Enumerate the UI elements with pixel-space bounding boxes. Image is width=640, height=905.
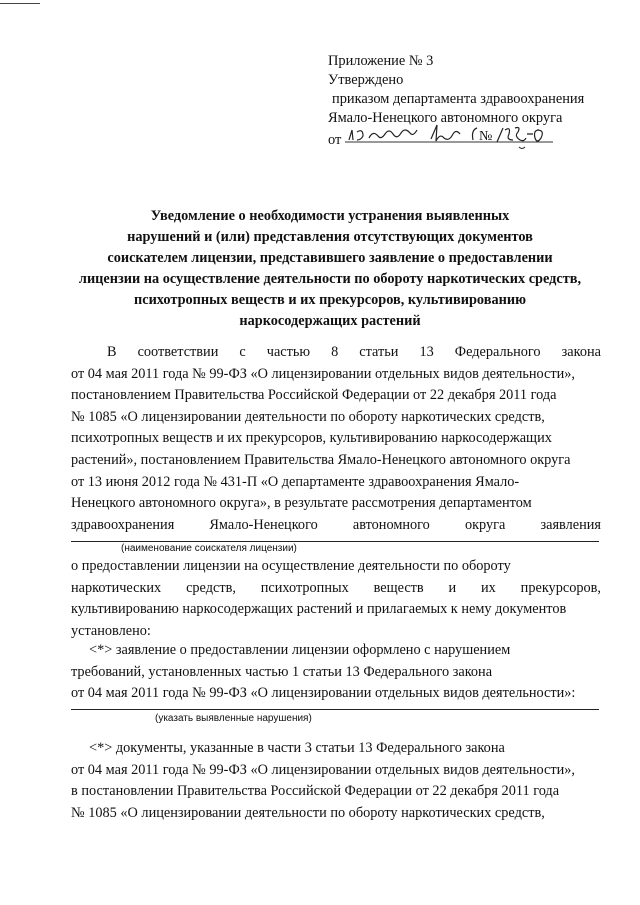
- violations-fill-line: [71, 709, 599, 710]
- para-line: культивированию наркосодержащих растений и прилагаемых к нему документов: [71, 601, 567, 618]
- para-line: установлено:: [71, 622, 151, 639]
- para-line: о предоставлении лицензии на осуществление деятельности по обороту: [71, 558, 511, 574]
- para-line: № 1085 «О лицензировании деятельности по обороту наркотических средств,: [71, 804, 545, 821]
- paragraph-missing-documents: [71, 738, 601, 824]
- violations-caption: (указать выявленные нарушения): [155, 713, 312, 724]
- applicant-fill-line: [71, 541, 599, 542]
- para-line: от 04 мая 2011 года № 99-ФЗ «О лицензировании отдельных видов деятельности»:: [71, 685, 576, 702]
- para-line: в постановлении Правительства Российской Федерации от 22 декабря 2011 года: [71, 783, 560, 800]
- order-line-2: Ямало-Ненецкого автономного округа: [328, 110, 563, 126]
- order-line-1: приказом департамента здравоохранения: [332, 91, 585, 107]
- title-line: наркосодержащих растений: [239, 313, 421, 329]
- scan-edge-mark: [0, 3, 40, 4]
- approved-label: Утверждено: [328, 72, 404, 88]
- number-sign: №: [478, 129, 493, 144]
- title-line: соискателем лицензии, представившего заявление о предоставлении: [107, 250, 553, 266]
- para-line: требований, установленных частью 1 статьи 13 Федерального закона: [71, 663, 493, 680]
- para-line: <*> документы, указанные в части 3 статьи 13 Федерального закона: [89, 740, 505, 756]
- title-line: нарушений и (или) представления отсутствующих документов: [127, 229, 533, 245]
- approval-block: [328, 52, 584, 150]
- para-line: здравоохранения Ямало-Ненецкого автономного округа заявления: [71, 516, 601, 533]
- handwriting-signature: [345, 120, 555, 154]
- title-line: Уведомление о необходимости устранения выявленных: [150, 208, 510, 224]
- para-line: Ненецкого автономного округа», в результате рассмотрения департаментом: [71, 495, 532, 512]
- paragraph-application-violations: [71, 640, 601, 705]
- title-line: психотропных веществ и их прекурсоров, культивированию: [133, 292, 526, 308]
- applicant-caption: (наименование соискателя лицензии): [121, 543, 297, 554]
- para-line: № 1085 «О лицензировании деятельности по обороту наркотических средств,: [71, 408, 545, 425]
- document-title: [40, 206, 620, 332]
- para-line: <*> заявление о предоставлении лицензии оформлено с нарушением: [89, 642, 511, 658]
- para-line: растений», постановлением Правительства Ямало-Ненецкого автономного округа: [71, 451, 571, 468]
- para-line: постановлением Правительства Российской Федерации от 22 декабря 2011 года: [71, 387, 557, 404]
- order-date-line: [328, 128, 584, 150]
- paragraph-findings: [71, 556, 601, 642]
- para-line: от 04 мая 2011 года № 99-ФЗ «О лицензировании отдельных видов деятельности»,: [71, 761, 575, 778]
- para-line: от 04 мая 2011 года № 99-ФЗ «О лицензировании отдельных видов деятельности»,: [71, 365, 575, 382]
- para-line: психотропных веществ и их прекурсоров, культивированию наркосодержащих: [71, 430, 552, 447]
- date-prefix: от: [328, 132, 342, 148]
- para-line: В соответствии с частью 8 статьи 13 Федерального закона: [107, 344, 601, 360]
- para-line: наркотических средств, психотропных веществ и их прекурсоров,: [71, 579, 601, 596]
- title-line: лицензии на осуществление деятельности по обороту наркотических средств,: [78, 271, 582, 287]
- handwritten-date-number: [345, 128, 555, 144]
- appendix-label: Приложение № 3: [328, 53, 434, 69]
- paragraph-legal-basis: [71, 342, 601, 536]
- para-line: от 13 июня 2012 года № 431-П «О департаменте здравоохранения Ямало-: [71, 473, 520, 490]
